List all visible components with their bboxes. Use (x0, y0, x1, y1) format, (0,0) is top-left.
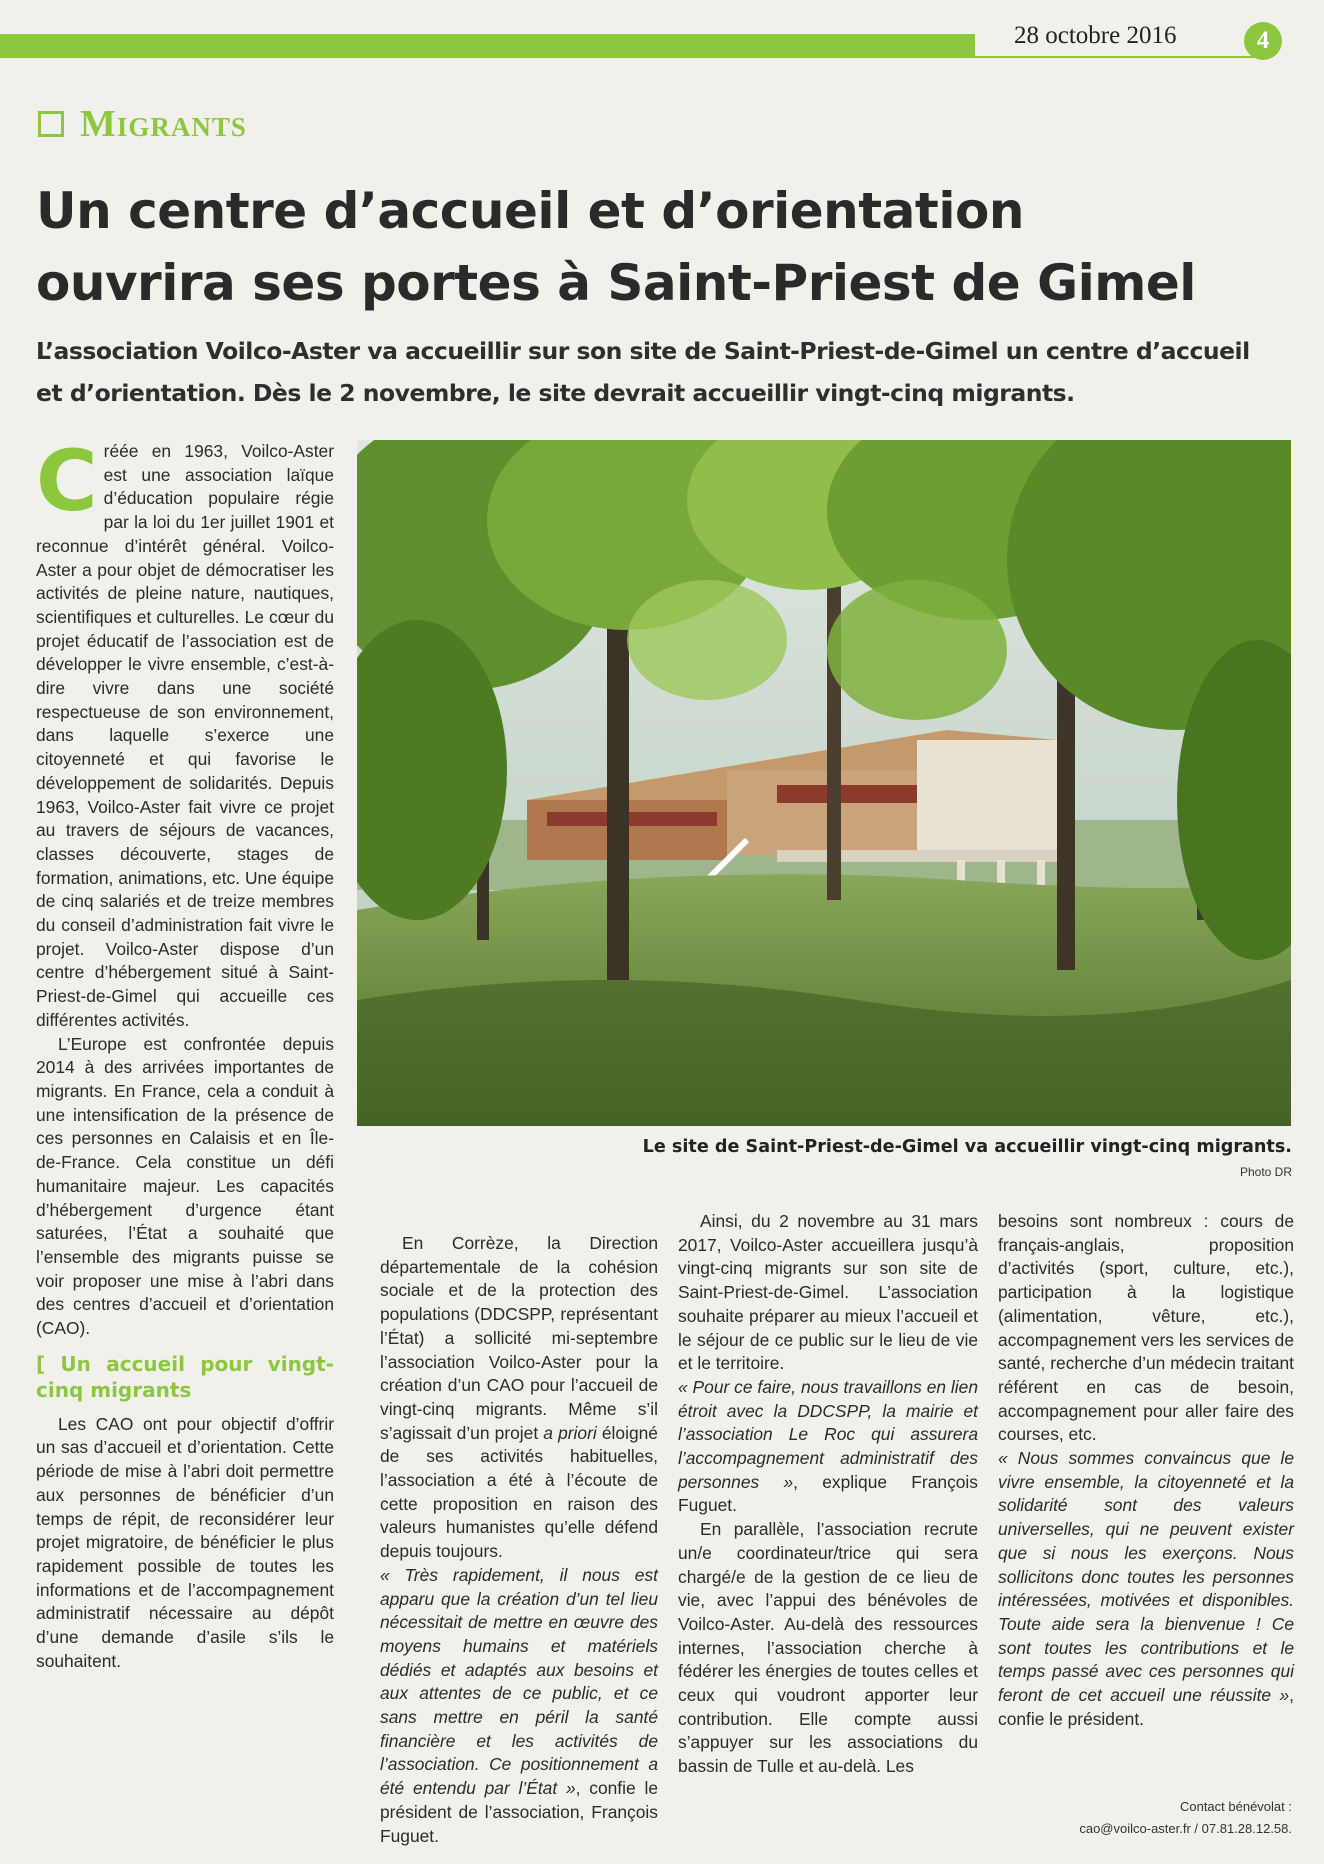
section-rubric (38, 102, 247, 146)
article-photo (357, 440, 1291, 1126)
lead-line-2: et d’orientation. Dès le 2 novembre, le site devrait accueillir vingt-cinq migrants. (36, 379, 1075, 407)
paragraph-quote-president: « Très rapidement, il nous est apparu que la création d’un tel lieu nécessitait de mettre en œuvre des moyens humains et matériels dédiés et adaptés aux besoins et aux attentes de ce public, et ce sans mettre en péril la santé financière et les activités de l’association. Ce positionnement a été entendu par l’État », confie le président de l’association, François Fuguet. (380, 1564, 658, 1846)
contact-details: cao@voilco-aster.fr / 07.81.28.12.58. (1079, 1821, 1292, 1836)
paragraph-ainsi: Ainsi, du 2 novembre au 31 mars 2017, Voilco-Aster accueillera jusqu’à vingt-cinq migrants sur son site de Saint-Priest-de-Gimel. L’association souhaite préparer au mieux l’accueil et le séjour de ce public sur le lieu de vie et le territoire. (678, 1211, 978, 1374)
issue-date: 28 octobre 2016 (1014, 22, 1177, 49)
forest-building-photo (357, 440, 1291, 1126)
lead-paragraph (36, 330, 1296, 414)
page-number-badge: 4 (1244, 22, 1282, 60)
paragraph-besoins: besoins sont nombreux : cours de français-anglais, proposition d’activités (sport, culture, etc.), participation à la logistique (alimentation, vêture, etc.), accompagnement vers les services de santé, recherche d’un médecin traitant référent en cas de besoin, accompagnement pour aller faire des courses, etc. (998, 1211, 1294, 1445)
article-column-4 (998, 1210, 1294, 1731)
article-column-2 (380, 1232, 658, 1848)
paragraph-quote-ddcspp: « Pour ce faire, nous travaillons en lien étroit avec la DDCSPP, la mairie et l’association Le Roc qui assurera l’accompagnement administratif des personnes », explique François Fuguet. (678, 1376, 978, 1516)
lead-line-1: L’association Voilco-Aster va accueillir sur son site de Saint-Priest-de-Gimel un centre d’accueil (36, 337, 1250, 365)
article-column-3 (678, 1210, 978, 1779)
headline-line-2: ouvrira ses portes à Saint-Priest de Gimel (36, 254, 1196, 312)
paragraph-europe: L’Europe est confrontée depuis 2014 à des arrivées importantes de migrants. En France, cela a conduit à une intensification de la présence de ces personnes en Calaisis et en Île-de-France. Cela constitue un défi humanitaire majeur. Les capacités d’hébergement d’urgence étant saturées, l’État a souhaité que l’ensemble des migrants puisse se voir proposer une mise à l’abri dans des centres d’accueil et d’orientation (CAO). (36, 1033, 334, 1339)
headline-line-1: Un centre d’accueil et d’orientation (36, 182, 1024, 240)
paragraph-parallele: En parallèle, l’association recrute un/e coordinateur/trice qui sera chargé/e de la gestion de ce lieu de vie, avec l’appui des bénévoles de Voilco-Aster. Au-delà des ressources internes, l’association cherche à fédérer les énergies de toutes celles et ceux qui voudront apporter leur contribution. Elle compte aussi s’appuyer sur les associations du bassin de Tulle et au-delà. Les (678, 1519, 978, 1777)
paragraph-correze: En Corrèze, la Direction départementale de la cohésion sociale et de la protection des populations (DDCSPP, représentant l’État) a sollicité mi-septembre l’association Voilco-Aster pour la création d’un CAO pour l’accueil de vingt-cinq migrants. Même s’il s’agissait d’un projet a priori éloigné de ses activités habituelles, l’association a été à l’écoute de cette proposition en raison des valeurs humanistes qu’elle défend depuis toujours. (380, 1233, 658, 1562)
article-column-1 (36, 432, 334, 1673)
photo-caption: Le site de Saint-Priest-de-Gimel va accueillir vingt-cinq migrants. (642, 1137, 1292, 1157)
header-green-bar (0, 34, 975, 58)
paragraph-quote-final: « Nous sommes convaincus que le vivre ensemble, la citoyenneté et la solidarité sont des valeurs universelles, qui ne peuvent exister que si nous les exerçons. Nous sollicitons donc toutes les personnes intéressées, motivées et disponibles. Toute aide sera la bienvenue ! Ce sont toutes les contributions et le temps passé avec ces personnes qui feront de cet accueil une réussite », confie le président. (998, 1448, 1294, 1729)
contact-label: Contact bénévolat : (1179, 1799, 1292, 1814)
paragraph-intro: Créée en 1963, Voilco-Aster est une association laïque d’éducation populaire régie par la loi du 1er juillet 1901 et reconnue d’intérêt général. Voilco-Aster a pour objet de démocratiser les activités de pleine nature, nautiques, scientifiques et culturelles. Le cœur du projet éducatif de l’association est de développer le vivre ensemble, c’est-à-dire vivre dans une société respectueuse de son environnement, dans laquelle s’exerce une citoyenneté et qui favorise le développement de solidarités. Depuis 1963, Voilco-Aster fait vivre ce projet au travers de séjours de vacances, classes découverte, stages de formation, animations, etc. Une équipe de cinq salariés et de treize membres du conseil d’administration fait vivre le projet. Voilco-Aster dispose d’un centre d’hébergement situé à Saint-Priest-de-Gimel qui accueille ces différentes activités. (36, 432, 334, 1030)
drop-cap: C (36, 432, 98, 530)
contact-block (1079, 1796, 1292, 1840)
rubric-label: Migrants (80, 103, 247, 145)
photo-credit: Photo DR (1239, 1165, 1292, 1179)
checkbox-square-icon (38, 111, 64, 137)
paragraph-cao: Les CAO ont pour objectif d’offrir un sas d’accueil et d’orientation. Cette période de mise à l’abri doit permettre aux personnes de bénéficier d’un temps de répit, de reconsidérer leur projet migratoire, de bénéficier le plus rapidement possible de toutes les informations et de l’accompagnement administratif nécessaire au dépôt d’une demande d’asile s’ils le souhaitent. (36, 1413, 334, 1671)
header-rule (975, 56, 1255, 58)
subheading: [ Un accueil pour vingt-cinq migrants (36, 1351, 334, 1402)
headline (36, 175, 1306, 319)
